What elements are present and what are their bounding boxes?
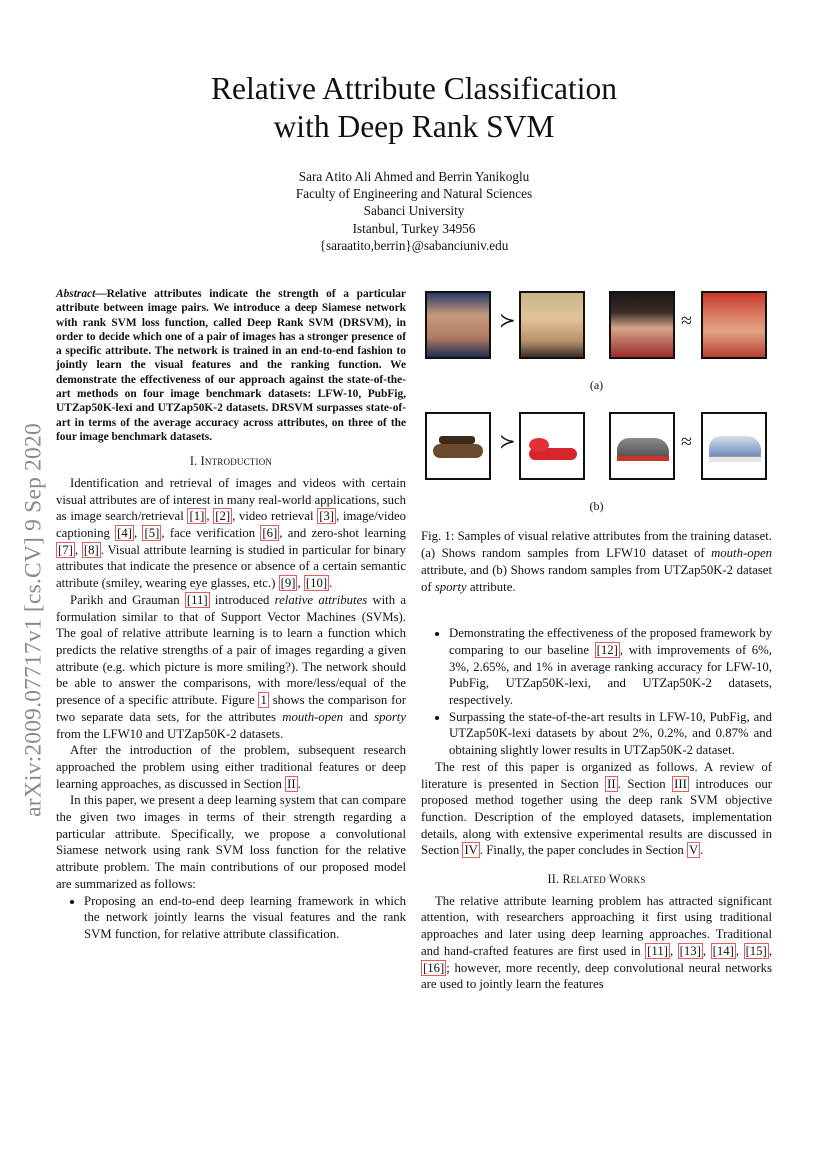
citation-link[interactable]: [11] [647,943,668,958]
intro-paragraph-1: Identification and retrieval of images and videos with certain visual attributes are of interest in many real-world applications, such as image search/retrieval [1] , [2] , video retrieval [3] , image/video captioning [4] , [5] , face verification [6] , and zero-shot learning [7] , [8] . Visual attribute learning is studied in particular for binary attributes that indicate the presence or absence of a certain semantic attribute (smiley, wearing eye glasses, etc.) [9] , [10] . [56,475,406,591]
face-image [609,291,675,359]
citation-link[interactable]: [9] [280,576,296,591]
greater-than-icon: ≻ [499,310,516,332]
citation-link[interactable]: [11] [186,592,208,607]
citation-link[interactable]: [5] [144,526,160,541]
citation-link[interactable]: [6] [262,526,278,541]
figure-row-faces [421,287,772,371]
face-image [519,291,585,359]
face-image [701,291,767,359]
section-heading-introduction: I. Introduction [189,454,273,469]
related-works-paragraph: The relative attribute learning problem has attracted significant attention, with researchers approaching it first using traditional approaches and later using deep learning approaches. Traditional and hand-crafted features are first used in [11] , [13] , [14] , [15] , [16] ; however, more recently, deep convolutional neural networks are used to jointly learn the features [421,893,772,992]
list-item: • Surpassing the state-of-the-art results in LFW-10, PubFig, and UTZap50K-lexi datasets by about 2%, 0.2%, and 0.87% and obtaining slightly lower results in UTZap50K-2 dataset. [449,709,772,759]
figure-link[interactable]: 1 [260,693,267,708]
figure-1 [421,287,772,595]
list-item: • Demonstrating the effectiveness of the proposed framework by comparing to our baseline [12] , with improvements of 6%, 3%, 2.65%, and 1% in average ranking accuracy for LFW-10, PubFig, UTZap50K-lexi, and UTZap50K-2 datasets, respectively. [449,625,772,709]
citation-link[interactable]: [16] [423,960,445,975]
paper-title: Relative Attribute Classification with Deep Rank SVM [211,71,617,144]
citation-link[interactable]: [2] [215,509,231,524]
face-image [425,291,491,359]
left-column [56,287,406,943]
author-email: {saraatito,berrin}@sabanciuniv.edu [319,237,509,253]
citation-link[interactable]: [15] [745,943,767,958]
affiliation-faculty: Faculty of Engineering and Natural Sciences [295,186,533,202]
citation-link[interactable]: [8] [83,542,99,557]
shoe-image [609,412,675,480]
intro-paragraph-3: After the introduction of the problem, subsequent research approached the problem using either traditional features or deep learning approaches, as discussed in Section II . [56,743,406,791]
shoe-image [425,412,491,480]
abstract: Abstract—Relative attributes indicate the strength of a particular attribute between image pairs. We introduce a deep Siamese network with rank SVM loss function, called Deep Rank SVM (DRSVM), in order to decide which one of a pair of images has a stronger presence of a specific attribute. The network is trained in an end-to-end fashion to jointly learn the visual features and the ranking function. We demonstrate the effectiveness of our approach against the state-of-the-art methods on four image benchmark datasets: LFW-10, PubFig, UTZap50K-lexi and UTZap50K-2 datasets. DRSVM surpasses state-of-art in terms of the average accuracy across attributes, on three of the four image benchmark datasets. [56,288,406,443]
citation-link[interactable]: [7] [58,542,73,557]
affiliation-university: Sabanci University [363,203,465,219]
section-heading-related-works: II. Related Works [547,872,646,887]
section-link[interactable]: V [688,843,699,858]
shoe-image [701,412,767,480]
figure-row-shoes [421,408,772,492]
intro-paragraph-2: Parikh and Grauman [11] introduced relative attributes with a formulation similar to that of Support Vector Machines (SVMs). The goal of relative attribute learning is to learn a function which predicts the relative strengths of a pair of images regarding a given attribute (e.g. which picture is more smiling?). The network should be able to answer the comparisons, with more/less/equal of the presence of a specific attribute. Figure 1 shows the comparison for two separate data sets, for the attributes mouth-open and sporty from the LFW10 and UTZap50K-2 datasets. [56,592,407,741]
figure-caption: Fig. 1: Samples of visual relative attributes from the training dataset. (a) Shows random samples from LFW10 dataset of mouth-open attribute, and (b) Shows random samples from UTZap50K-2 dataset of sporty attribute. [421,529,772,594]
right-column [421,287,772,993]
section-link[interactable]: II [287,776,296,791]
arxiv-side-stamp: arXiv:2009.07717v1 [cs.CV] 9 Sep 2020 [20,423,47,817]
citation-link[interactable]: [12] [596,642,618,657]
section-link[interactable]: IV [464,843,478,858]
citation-link[interactable]: [1] [189,509,205,524]
similar-icon: ≈ [681,430,692,453]
subfigure-label-b: (b) [589,498,604,513]
affiliation-address: Istanbul, Turkey 34956 [352,220,476,236]
section-link[interactable]: II [607,776,616,791]
citation-link[interactable]: [13] [679,943,701,958]
contributions-list [56,893,406,943]
citation-link[interactable]: [14] [712,943,734,958]
section-link[interactable]: III [674,776,687,791]
citation-link[interactable]: [3] [319,509,335,524]
greater-than-icon: ≻ [499,430,516,453]
list-item: • Proposing an end-to-end deep learning framework in which the network jointly learns the visual features and the rank SVM function, for relative attribute classification. [84,893,406,943]
subfigure-label-a: (a) [589,378,604,392]
intro-paragraph-4: In this paper, we present a deep learning system that can compare the given two images in terms of their strength regarding a particular attribute. Specifically, we propose a convolutional Siamese network using rank SVM loss function for the relative attribute problem. The main contributions of our proposed model are summarized as follows: [56,793,406,891]
organization-paragraph: The rest of this paper is organized as follows. A review of literature is presented in Section II . Section III introduces our proposed method together using the deep rank SVM objective function. Description of the employed datasets, implementation details, along with extensive experimental results are discussed in Section IV . Finally, the paper concludes in Section V . [421,759,773,858]
author-names: Sara Atito Ali Ahmed and Berrin Yanikoglu [298,169,530,184]
citation-link[interactable]: [4] [117,526,132,541]
citation-link[interactable]: [10] [305,576,328,591]
contributions-list-continued [421,625,772,759]
author-block [0,168,828,254]
similar-icon: ≈ [681,310,692,332]
shoe-image [519,412,585,480]
